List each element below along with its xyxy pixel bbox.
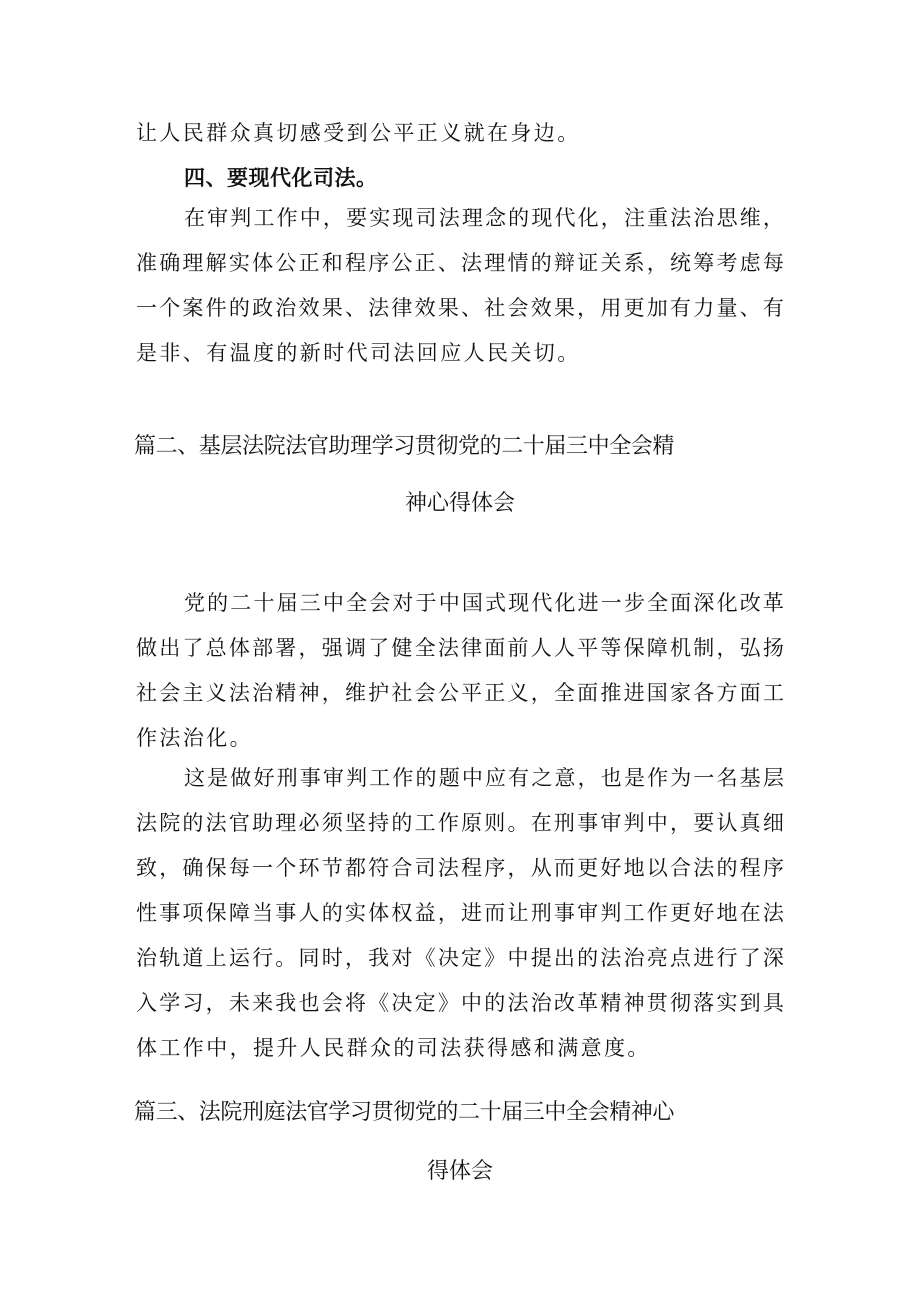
article-2-p2-line-2: 法院的法官助理必须坚持的工作原则。在刑事审判中，要认真细 [136,811,786,835]
article-2-p2-line-5: 治轨道上运行。同时，我对《决定》中提出的法治亮点进行了深 [136,946,786,970]
article-2-p1-line-1: 党的二十届三中全会对于中国式现代化进一步全面深化改革 [184,591,786,615]
article-2-p2-line-1: 这是做好刑事审判工作的题中应有之意，也是作为一名基层 [184,766,786,790]
article-2-p1-line-3: 社会主义法治精神，维护社会公平正义，全面推进国家各方面工 [136,681,786,705]
article-2-p2-line-3: 致，确保每一个环节都符合司法程序，从而更好地以合法的程序 [136,856,786,880]
article-2-title-line-2: 神心得体会 [404,491,515,516]
article-2-p2-line-6: 入学习，未来我也会将《决定》中的法治改革精神贯彻落实到具 [136,991,786,1015]
continuation-text: 让人民群众真切感受到公平正义就在身边。 [136,121,581,145]
article-2-title-line-1: 篇二、基层法院法官助理学习贯彻党的二十届三中全会精 [134,434,675,459]
article-3-title-line-1: 篇三、法院刑庭法官学习贯彻党的二十届三中全会精神心 [134,1100,675,1125]
point-four-line-2: 准确理解实体公正和程序公正、法理情的辩证关系，统筹考虑每 [136,251,786,275]
article-2-p1-line-4: 作法治化。 [136,726,253,750]
article-3-title-line-2: 得体会 [426,1159,493,1184]
point-four-heading: 四、要现代化司法。 [184,166,378,190]
article-2-p2-line-4: 性事项保障当事人的实体权益，进而让刑事审判工作更好地在法 [136,901,786,925]
article-2-p1-line-2: 做出了总体部署，强调了健全法律面前人人平等保障机制，弘扬 [136,636,786,660]
point-four-line-4: 是非、有温度的新时代司法回应人民关切。 [136,341,581,365]
point-four-line-3: 一个案件的政治效果、法律效果、社会效果，用更加有力量、有 [136,296,786,320]
article-2-p2-line-7: 体工作中，提升人民群众的司法获得感和满意度。 [136,1036,651,1060]
point-four-line-1: 在审判工作中，要实现司法理念的现代化，注重法治思维， [184,206,786,230]
